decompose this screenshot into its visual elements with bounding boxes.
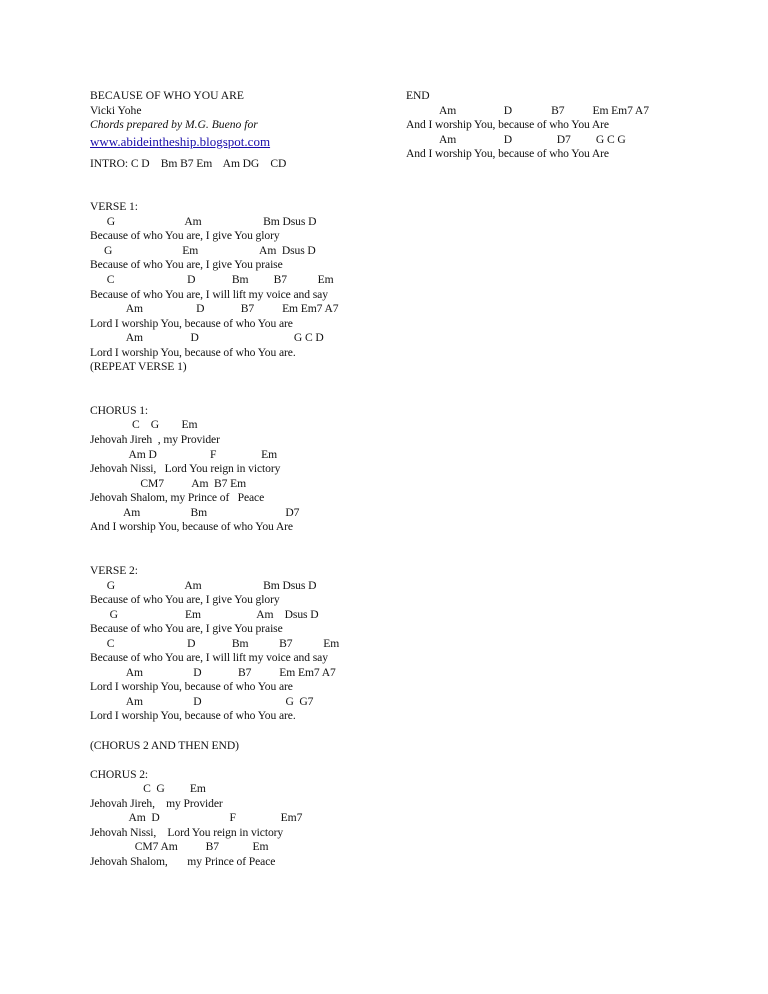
end-heading: END — [406, 89, 430, 102]
song-title: BECAUSE OF WHO YOU ARE — [90, 89, 244, 102]
intro-line: INTRO: C D Bm B7 Em Am DG CD — [90, 156, 287, 170]
chorus1-chord-line: C G Em — [90, 418, 198, 432]
verse1-chord-line: C D Bm B7 Em — [90, 273, 334, 287]
chorus2-chord-line: C G Em — [90, 782, 206, 796]
song-author: Vicki Yohe — [90, 103, 142, 117]
verse1-chord-line: Am D G C D — [90, 331, 324, 345]
verse2-lyric-line: Lord I worship You, because of who You are — [90, 680, 293, 694]
end-lyric-line: And I worship You, because of who You Are — [406, 118, 609, 132]
chorus1-lyric-line: Jehovah Jireh , my Provider — [90, 433, 220, 447]
chorus-end-note: (CHORUS 2 AND THEN END) — [90, 738, 239, 752]
chorus1-lyric-line: Jehovah Nissi, Lord You reign in victory — [90, 462, 281, 476]
chorus2-chord-line: Am D F Em7 — [90, 811, 303, 825]
end-chord-line: Am D D7 G C G — [406, 132, 626, 146]
chorus1-lyric-line: And I worship You, because of who You Are — [90, 520, 293, 534]
left-column — [90, 89, 410, 869]
chorus2-heading: CHORUS 2: — [90, 767, 149, 781]
chorus1-heading: CHORUS 1: — [90, 403, 149, 417]
blog-link[interactable]: www.abideintheship.blogspot.com — [90, 133, 271, 149]
chorus1-lyric-line: Jehovah Shalom, my Prince of Peace — [90, 491, 265, 505]
verse1-chord-line: G Am Bm Dsus D — [90, 214, 317, 228]
chorus2-lyric-line: Jehovah Shalom, my Prince of Peace — [90, 854, 276, 868]
end-lyric-line: And I worship You, because of who You Are — [406, 147, 609, 161]
verse1-lyric-line: Because of who You are, I give You praise — [90, 258, 283, 272]
verse1-heading: VERSE 1: — [90, 200, 138, 214]
verse2-lyric-line: Because of who You are, I give You glory — [90, 593, 280, 607]
verse2-chord-line: Am D B7 Em Em7 A7 — [90, 665, 336, 679]
verse2-chord-line: G Am Bm Dsus D — [90, 578, 317, 592]
credit-line: Chords prepared by M.G. Bueno for — [90, 118, 258, 132]
verse2-chord-line: G Em Am Dsus D — [90, 607, 319, 621]
end-chord-line: Am D B7 Em Em7 A7 — [406, 103, 649, 117]
chorus1-chord-line: Am D F Em — [90, 447, 277, 461]
verse2-lyric-line: Because of who You are, I will lift my voice and say — [90, 651, 328, 665]
verse1-chord-line: Am D B7 Em Em7 A7 — [90, 302, 339, 316]
verse2-chord-line: Am D G G7 — [90, 694, 314, 708]
verse2-chord-line: C D Bm B7 Em — [90, 636, 340, 650]
verse1-lyric-line: Because of who You are, I give You glory — [90, 229, 280, 243]
right-column — [406, 89, 746, 162]
verse1-repeat-note: (REPEAT VERSE 1) — [90, 360, 187, 374]
chorus1-chord-line: CM7 Am B7 Em — [90, 476, 247, 490]
verse2-lyric-line: Lord I worship You, because of who You are. — [90, 709, 296, 723]
chorus2-lyric-line: Jehovah Nissi, Lord You reign in victory — [90, 825, 284, 839]
chorus2-chord-line: CM7 Am B7 Em — [90, 840, 269, 854]
chorus1-chord-line: Am Bm D7 — [90, 505, 300, 519]
chorus2-lyric-line: Jehovah Jireh, my Provider — [90, 796, 223, 810]
verse1-lyric-line: Lord I worship You, because of who You are. — [90, 345, 296, 359]
verse1-lyric-line: Lord I worship You, because of who You are — [90, 316, 293, 330]
verse1-lyric-line: Because of who You are, I will lift my voice and say — [90, 287, 328, 301]
verse2-heading: VERSE 2: — [90, 563, 138, 577]
verse1-chord-line: G Em Am Dsus D — [90, 243, 316, 257]
verse2-lyric-line: Because of who You are, I give You praise — [90, 622, 283, 636]
